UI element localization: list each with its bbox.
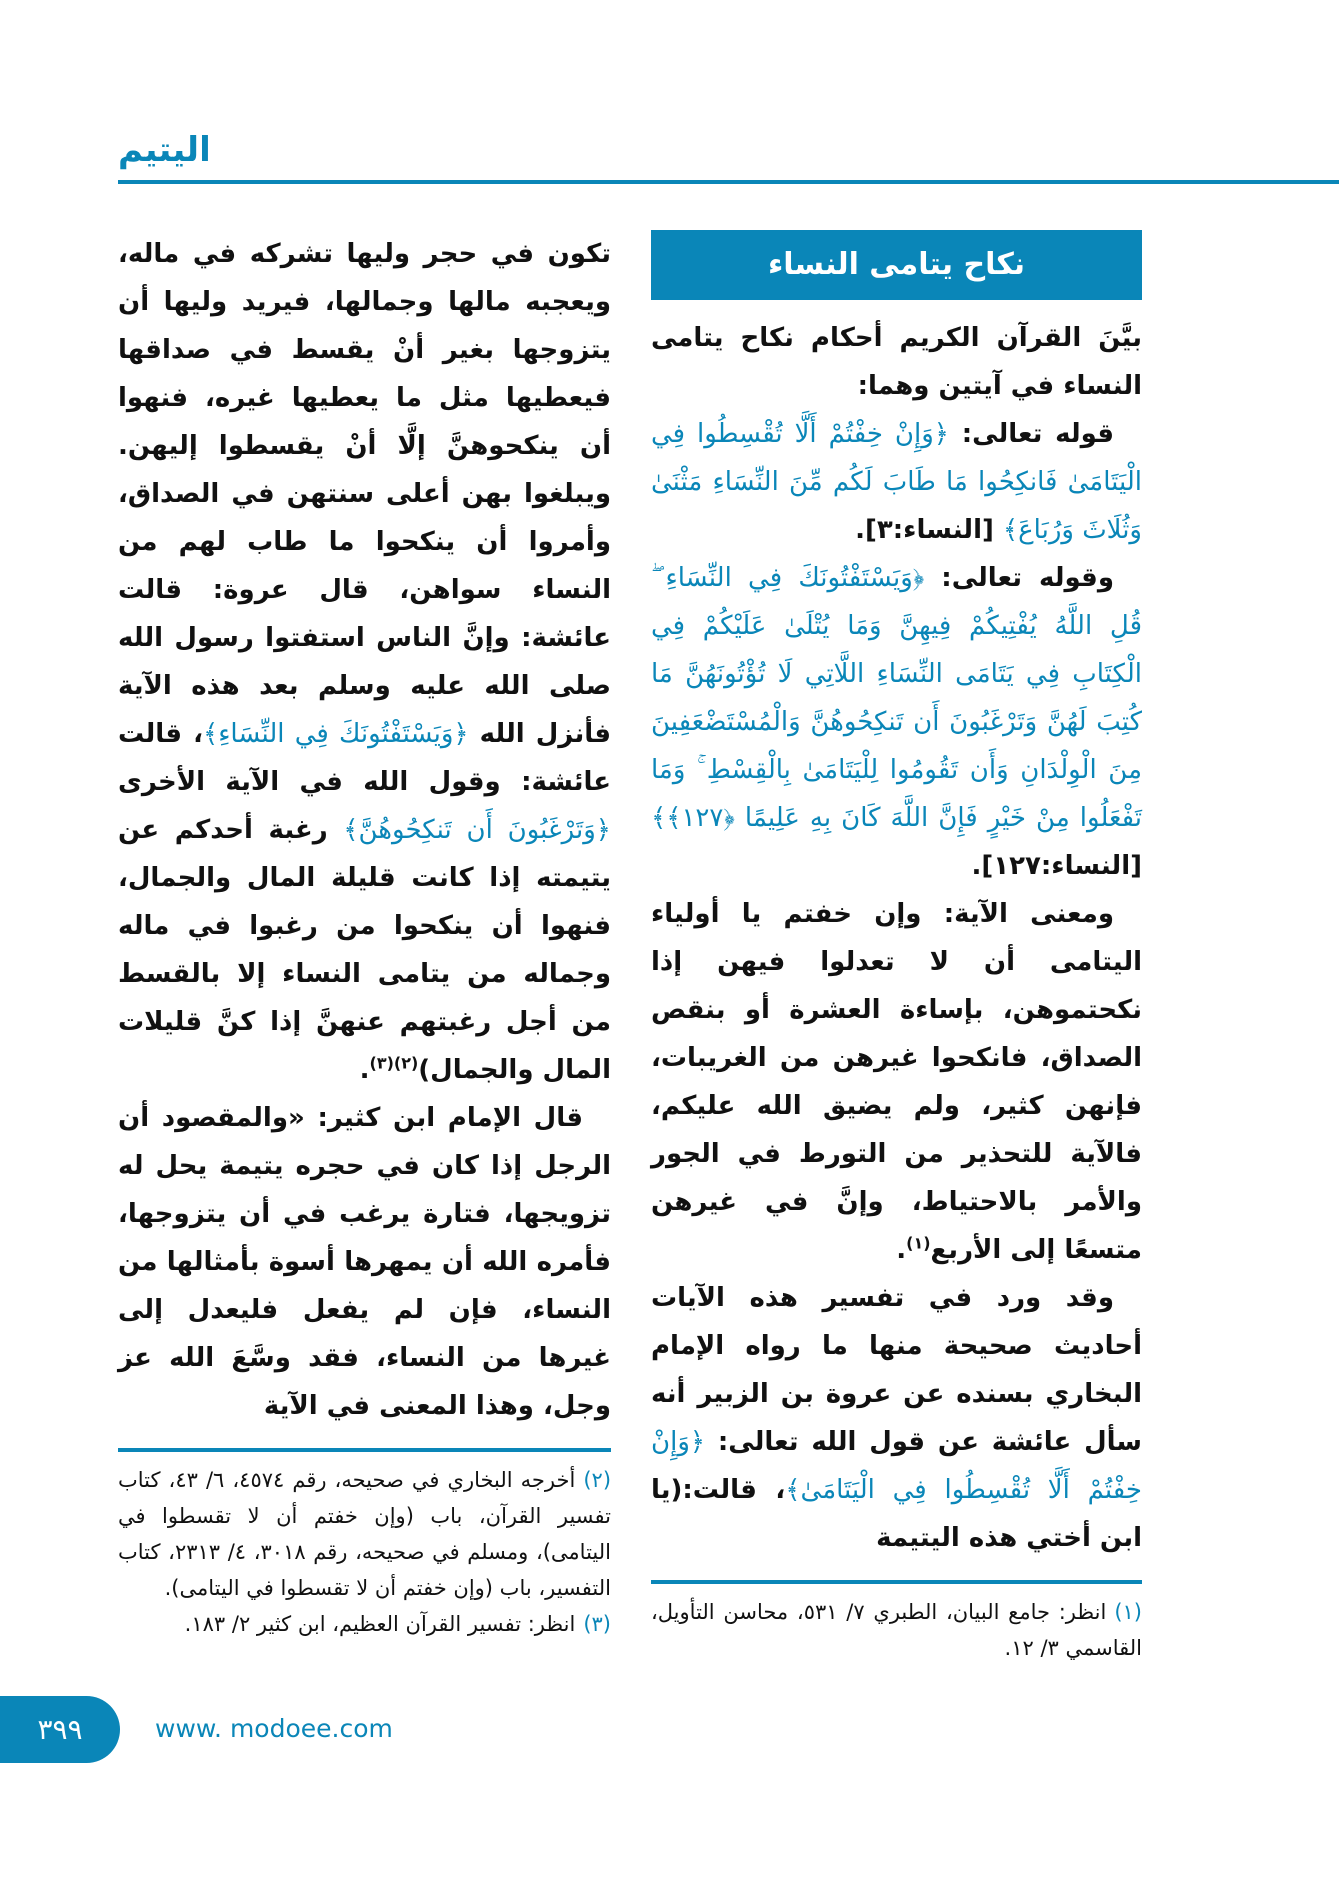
quran-verse: ﴿وَإِنْ خِفْتُمْ أَلَّا تُقْسِطُوا فِي الْيَتَامَىٰ فَانكِحُوا مَا طَابَ لَكُم مِّنَ النِّسَاءِ مَثْنَىٰ وَثُلَاثَ وَرُبَاعَ﴾ — [651, 419, 1142, 545]
footnote-ref: (٢)(٣) — [369, 1053, 419, 1073]
footnote-text: انظر: جامع البيان، الطبري ٧/ ٥٣١، محاسن التأويل، القاسمي ٣/ ١٢. — [651, 1600, 1142, 1660]
paragraph — [651, 554, 1142, 890]
right-column — [651, 230, 1142, 1666]
footnote-number: (٢) — [583, 1468, 612, 1492]
footnote-number: (٣) — [583, 1612, 611, 1636]
right-footnotes — [651, 1594, 1142, 1666]
footnote-number: (١) — [1114, 1600, 1142, 1624]
website-link[interactable]: www. modoee.com — [155, 1714, 393, 1743]
paragraph — [651, 890, 1142, 1274]
left-footnotes — [118, 1462, 611, 1642]
footnote — [651, 1594, 1142, 1666]
text-run: [النساء:١٢٧]. — [971, 851, 1142, 881]
paragraph — [651, 314, 1142, 410]
text-run: . — [896, 1235, 907, 1265]
text-run: رغبة أحدكم عن يتيمته إذا كانت قليلة المال والجمال، فنهوا أن ينكحوا من رغبوا في ماله وجماله من يتامى النساء إلا بالقسط من أجل رغبتهم عنهنَّ إذا كنَّ قليلات المال والجمال) — [118, 815, 611, 1085]
paragraph — [651, 410, 1142, 554]
quran-verse: ﴿وَتَرْغَبُونَ أَن تَنكِحُوهُنَّ﴾ — [343, 815, 611, 845]
columns — [118, 230, 1142, 1666]
page-footer — [0, 1696, 1339, 1763]
footnote-rule — [118, 1448, 611, 1452]
section-title: نكاح يتامى النساء — [651, 230, 1142, 300]
footnote-rule — [651, 1580, 1142, 1584]
running-title: اليتيم — [118, 130, 211, 170]
paragraph — [118, 1094, 611, 1430]
page-number: ٣٩٩ — [0, 1696, 120, 1763]
text-run: ومعنى الآية: وإن خفتم يا أولياء اليتامى أن لا تعدلوا فيهن إذا نكحتموهن، بإساءة العشرة أو بنقص الصداق، فانكحوا غيرهن من الغريبات، فإنهن كثير، ولم يضيق الله عليكم، فالآية للتحذير من التورط في الجور والأمر بالاحتياط، وإنَّ في غيرهن متسعًا إلى الأربع — [651, 899, 1142, 1265]
footnote-ref: (١) — [906, 1233, 931, 1253]
footnote-text: انظر: تفسير القرآن العظيم، ابن كثير ٢/ ١٨٣. — [184, 1612, 576, 1636]
text-run: وقد ورد في تفسير هذه الآيات أحاديث صحيحة منها ما رواه الإمام البخاري بسنده عن عروة بن الزبير أنه سأل عائشة عن قول الله تعالى: — [651, 1283, 1142, 1457]
paragraph — [118, 230, 611, 1094]
text-run: بيَّنَ القرآن الكريم أحكام نكاح يتامى النساء في آيتين وهما: — [651, 323, 1142, 401]
text-run: ، قالت:(يا ابن أختي هذه اليتيمة — [651, 1475, 1142, 1553]
footnote — [118, 1606, 611, 1642]
footnote — [118, 1462, 611, 1606]
quran-verse: ﴿وَإِنْ خِفْتُمْ أَلَّا تُقْسِطُوا فِي الْيَتَامَىٰ﴾ — [651, 1427, 1142, 1505]
paragraph — [651, 1274, 1142, 1562]
quran-verse: ﴿وَيَسْتَفْتُونَكَ فِي النِّسَاءِ ۖ قُلِ اللَّهُ يُفْتِيكُمْ فِيهِنَّ وَمَا يُتْلَىٰ عَلَيْكُمْ فِي الْكِتَابِ فِي يَتَامَى النِّسَاءِ اللَّاتِي لَا تُؤْتُونَهُنَّ مَا كُتِبَ لَهُنَّ وَتَرْغَبُونَ أَن تَنكِحُوهُنَّ وَالْمُسْتَضْعَفِينَ مِنَ الْوِلْدَانِ وَأَن تَقُومُوا لِلْيَتَامَىٰ بِالْقِسْطِ ۚ وَمَا تَفْعَلُوا مِنْ خَيْرٍ فَإِنَّ اللَّهَ كَانَ بِهِ عَلِيمًا ﴿١٢٧﴾﴾ — [651, 563, 1142, 833]
quran-verse: ﴿وَيَسْتَفْتُونَكَ فِي النِّسَاءِ﴾ — [202, 719, 469, 749]
text-run: قال الإمام ابن كثير: «والمقصود أن الرجل إذا كان في حجره يتيمة يحل له تزويجها، فتارة يرغب في أن يتزوجها، فأمره الله أن يمهرها أسوة بأمثالها من النساء، فإن لم يفعل فليعدل إلى غيرها من النساء، فقد وسَّعَ الله عز وجل، وهذا المعنى في الآية — [118, 1103, 611, 1421]
header-rule — [118, 180, 1339, 184]
text-run: [النساء:٣]. — [855, 515, 1003, 545]
left-column — [118, 230, 611, 1642]
left-body — [118, 230, 611, 1430]
text-run: ، قالت عائشة: وقول الله في الآية الأخرى — [118, 719, 611, 797]
text-run: . — [359, 1055, 370, 1085]
text-run: تكون في حجر وليها تشركه في ماله، ويعجبه مالها وجمالها، فيريد وليها أن يتزوجها بغير أنْ يقسط في صداقها فيعطيها مثل ما يعطيها غيره، فنهوا أن ينكحوهنَّ إلَّا أنْ يقسطوا إليهن. ويبلغوا بهن أعلى سنتهن في الصداق، وأمروا أن ينكحوا ما طاب لهم من النساء سواهن، قال عروة: قالت عائشة: وإنَّ الناس استفتوا رسول الله صلى الله عليه وسلم بعد هذه الآية فأنزل الله — [118, 239, 611, 749]
text-run: وقوله تعالى: — [924, 563, 1114, 593]
right-body — [651, 314, 1142, 1562]
footnote-text: أخرجه البخاري في صحيحه، رقم ٤٥٧٤، ٦/ ٤٣، كتاب تفسير القرآن، باب (وإن خفتم أن لا تقسطوا في اليتامى)، ومسلم في صحيحه، رقم ٣٠١٨، ٤/ ٢٣١٣، كتاب التفسير، باب (وإن خفتم أن لا تقسطوا في اليتامى). — [118, 1468, 611, 1600]
text-run: قوله تعالى: — [949, 419, 1114, 449]
page-header — [0, 0, 1339, 190]
